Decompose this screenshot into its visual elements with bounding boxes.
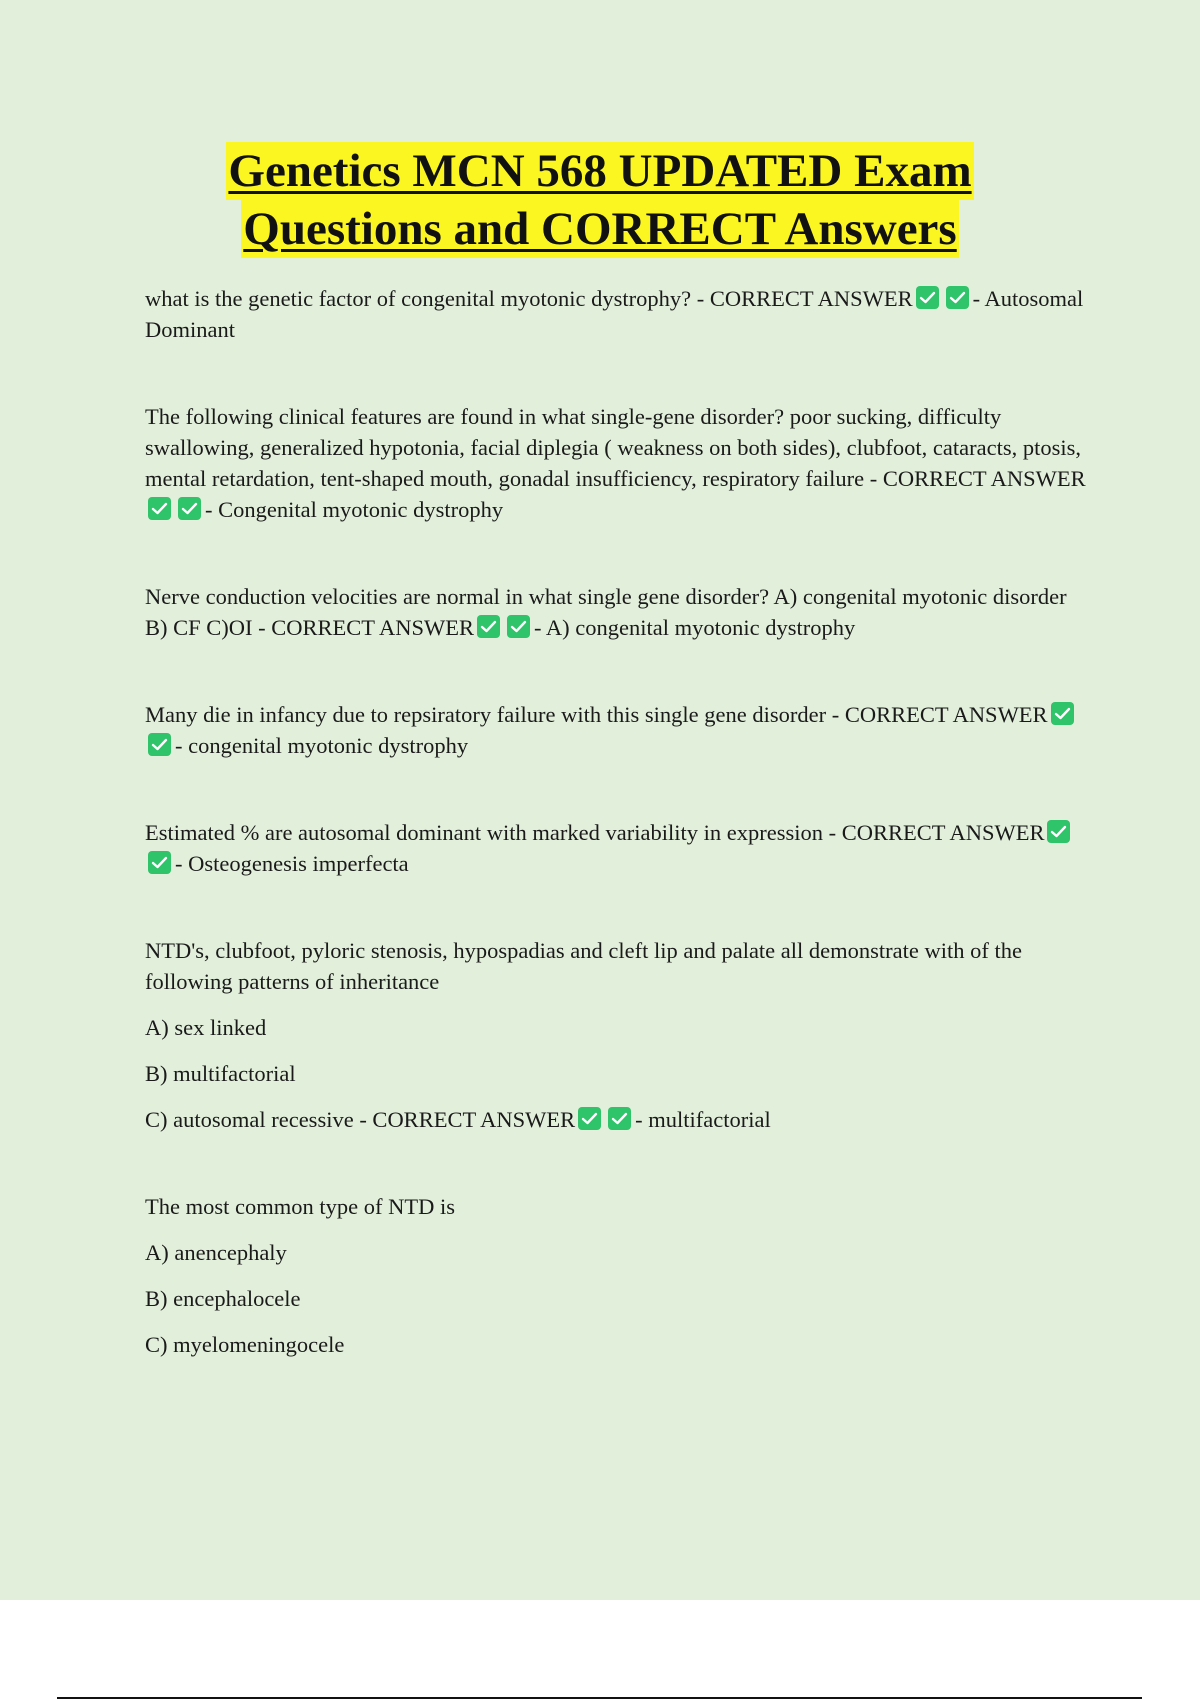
qa-list [145,283,1090,1416]
check-box-icon [578,1107,601,1130]
qa-item: Nerve conduction velocities are normal in what single gene disorder? A) congenital myotonic disorder B) CF C)OI - CORRECT ANSWER - A) congenital myotonic dystrophy [145,584,1067,640]
option-b: B) multifactorial [145,1061,296,1086]
question-text: NTD's, clubfoot, pyloric stenosis, hypospadias and cleft lip and palate all demonstrate with of the following patterns of inheritance [145,938,1022,994]
question-text: Nerve conduction velocities are normal in what single gene disorder? A) congenital myotonic disorder B) CF C)OI [145,584,1067,640]
answer-text: congenital myotonic dystrophy [188,733,469,758]
check-box-icon [946,286,969,309]
qa-item: what is the genetic factor of congenital myotonic dystrophy? - CORRECT ANSWER - Autosomal Dominant [145,286,1084,342]
check-box-icon [1047,820,1070,843]
check-box-icon [148,733,171,756]
document-title [0,142,1200,258]
option-b: B) encephalocele [145,1286,301,1311]
question-text: what is the genetic factor of congenital myotonic dystrophy? [145,286,692,311]
correct-answer-label: - CORRECT ANSWER [258,615,474,640]
check-box-icon [608,1107,631,1130]
qa-item [145,1191,1090,1360]
title-line-1: Genetics MCN 568 UPDATED Exam [226,142,973,200]
qa-item: The following clinical features are found in what single-gene disorder? poor sucking, difficulty swallowing, generalized hypotonia, facial diplegia ( weakness on both sides), clubfoot, cataracts, ptosis, mental retardation, tent-shaped mouth, gonadal insufficiency, respiratory failure - CORRECT ANSWER - Congenital myotonic dystrophy [145,404,1086,522]
correct-answer-label: - CORRECT ANSWER [696,286,913,311]
answer-text: multifactorial [648,1107,771,1132]
check-box-icon [148,497,171,520]
option-a: A) sex linked [145,1015,267,1040]
question-text: The most common type of NTD is [145,1194,455,1219]
correct-answer-label: - CORRECT ANSWER [869,466,1086,491]
answer-text: Congenital myotonic dystrophy [218,497,504,522]
check-box-icon [477,615,500,638]
footer-divider [57,1697,1142,1699]
correct-answer-label: - CORRECT ANSWER [828,820,1045,845]
check-box-icon [507,615,530,638]
question-text: The following clinical features are found in what single-gene disorder? poor sucking, difficulty swallowing, generalized hypotonia, facial diplegia ( weakness on both sides), clubfoot, cataracts, ptosis, mental retardation, tent-shaped mouth, gonadal insufficiency, respiratory failure [145,404,1081,491]
answer-text: Autosomal Dominant [145,286,1084,342]
check-box-icon [148,851,171,874]
title-line-2: Questions and CORRECT Answers [241,200,958,258]
correct-answer-label: - CORRECT ANSWER [831,702,1048,727]
qa-item: NTD's, clubfoot, pyloric stenosis, hypospadias and cleft lip and palate all demonstrate with of the following patterns of inheritance A) sex linked B) multifactorial C) autosomal recessive - CORRECT ANSWER - multifactorial [145,935,1090,1135]
check-box-icon [1051,702,1074,725]
check-box-icon [916,286,939,309]
question-text: Many die in infancy due to repsiratory failure with this single gene disorder [145,702,827,727]
option-c: C) myelomeningocele [145,1332,345,1357]
qa-item: Many die in infancy due to repsiratory failure with this single gene disorder - CORRECT ANSWER - congenital myotonic dystrophy [145,699,1090,761]
answer-text: Osteogenesis imperfecta [188,851,409,876]
option-c: C) autosomal recessive [145,1107,354,1132]
qa-item: Estimated % are autosomal dominant with marked variability in expression - CORRECT ANSWER - Osteogenesis imperfecta [145,817,1090,879]
correct-answer-label: - CORRECT ANSWER [359,1107,576,1132]
question-text: Estimated % are autosomal dominant with marked variability in expression [145,820,823,845]
answer-text: A) congenital myotonic dystrophy [545,615,856,640]
check-box-icon [178,497,201,520]
option-a: A) anencephaly [145,1240,287,1265]
